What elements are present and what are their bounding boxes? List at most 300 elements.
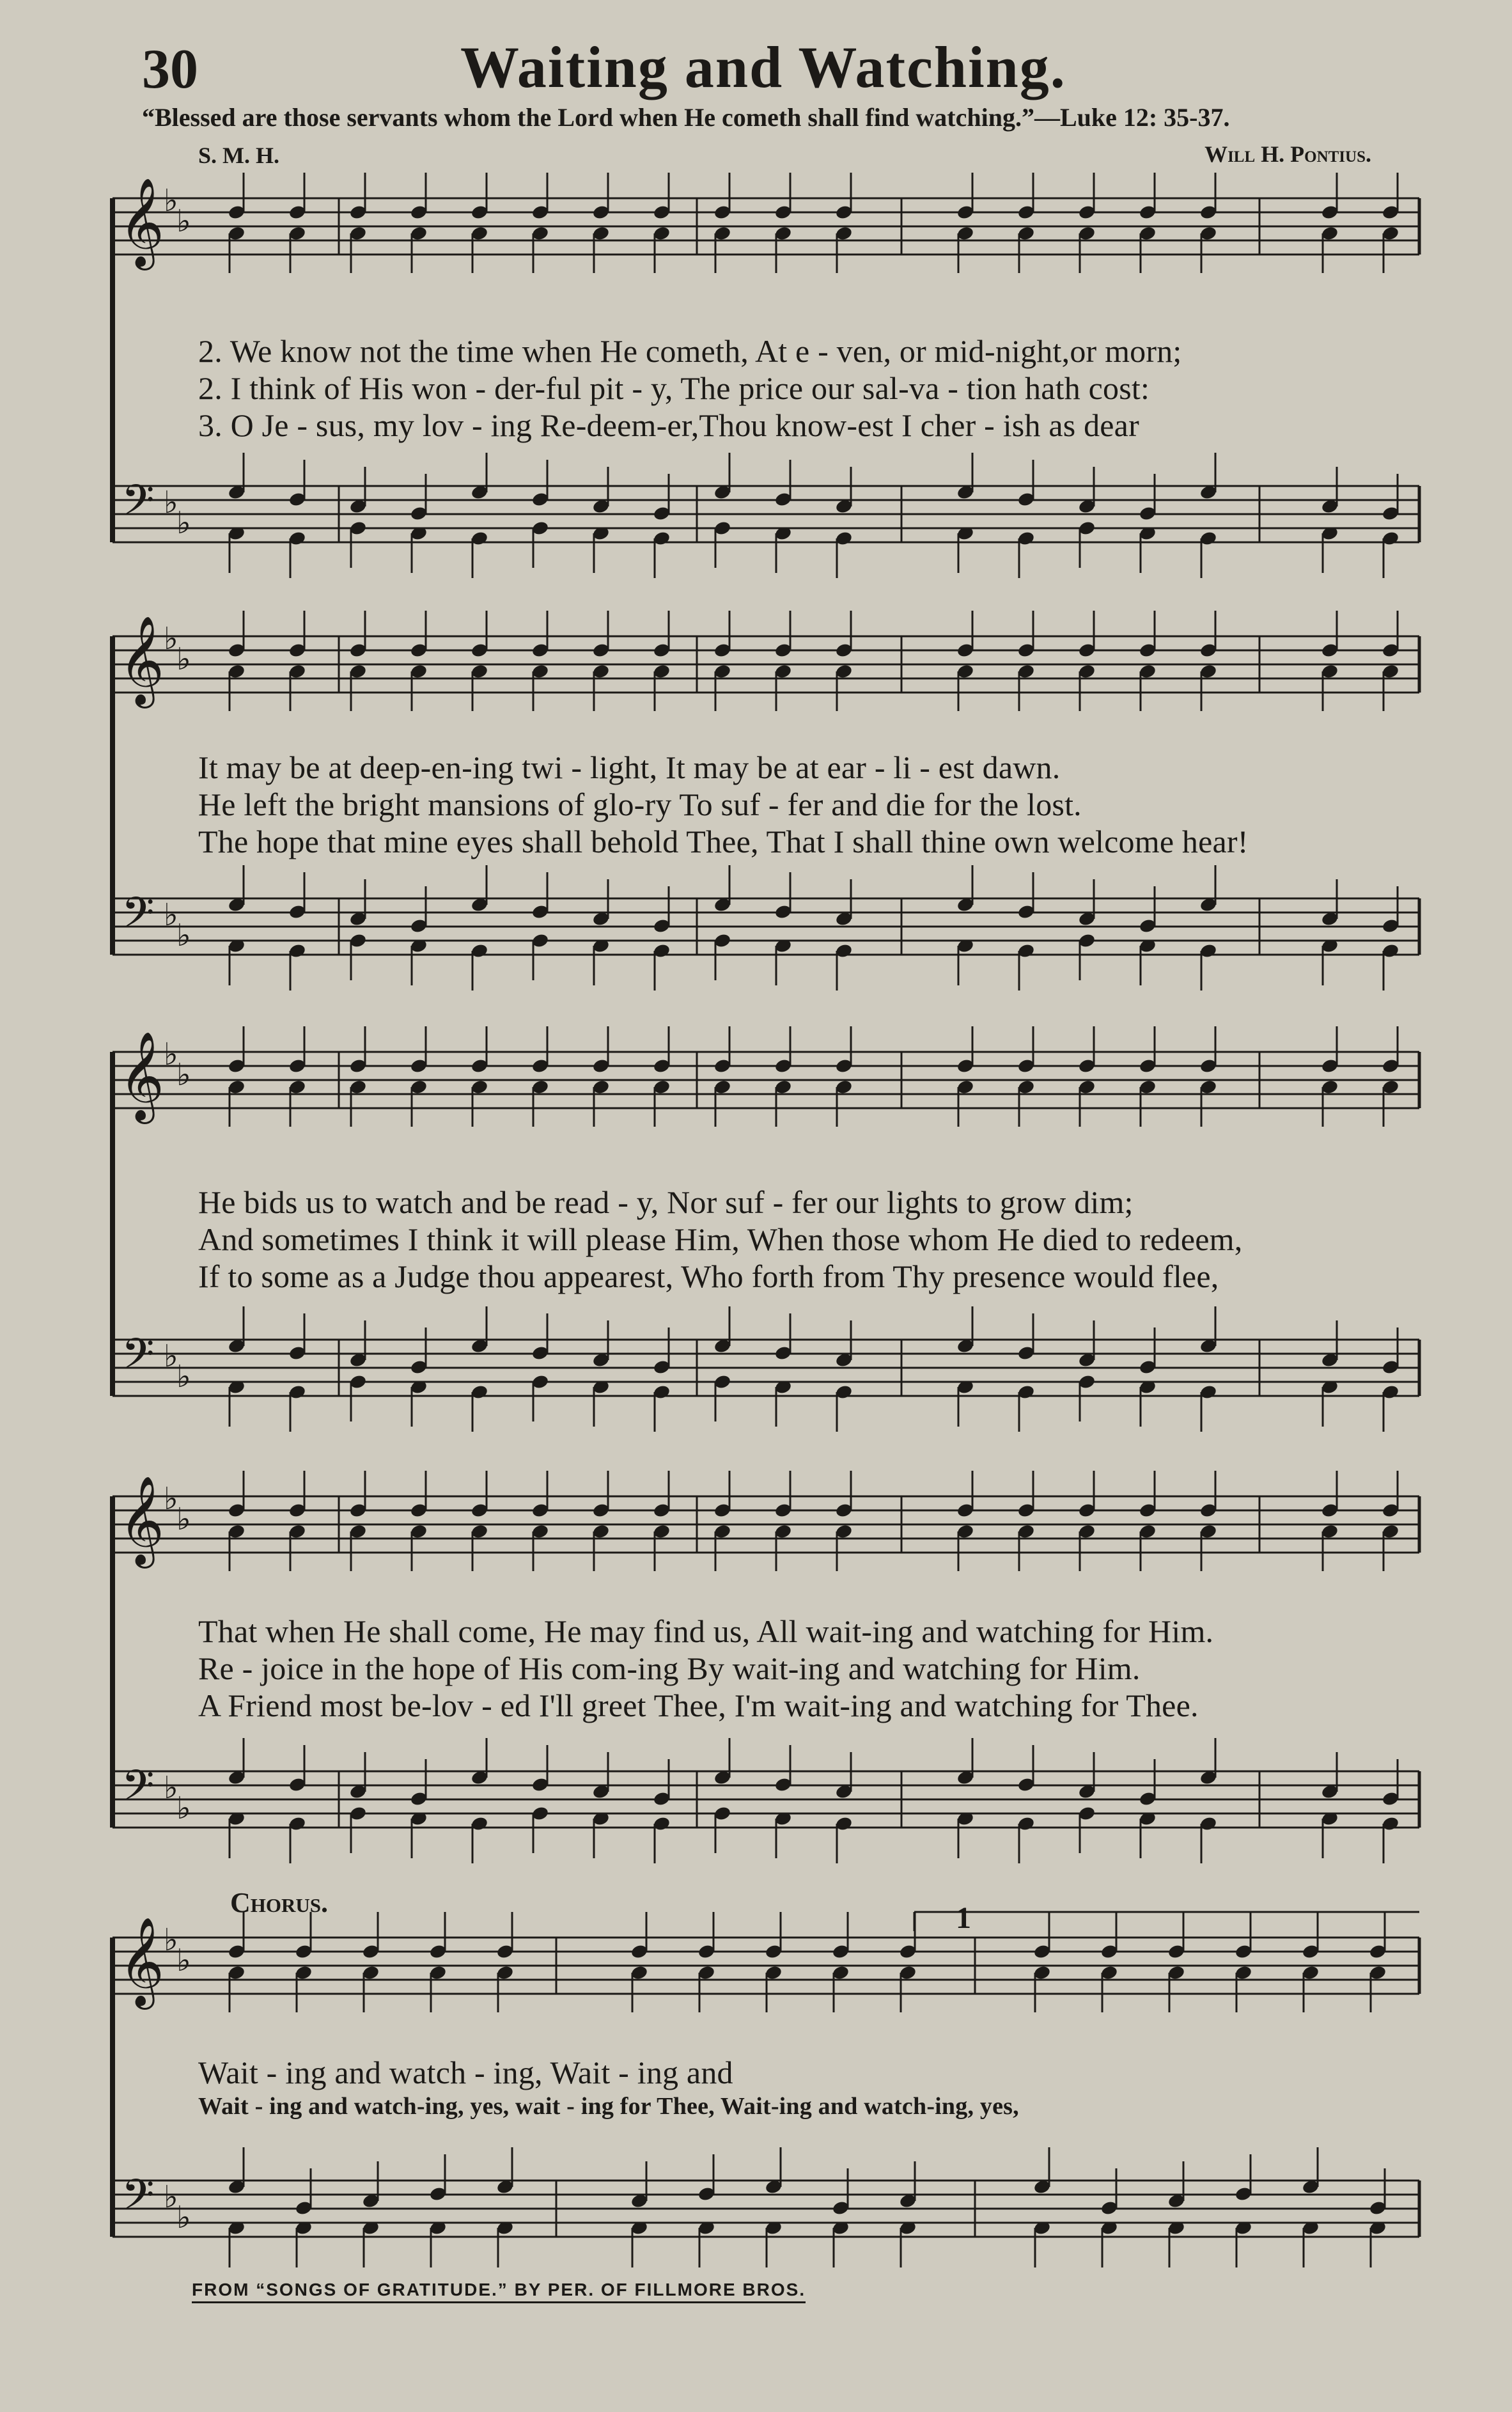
note-head: [1078, 1752, 1096, 1800]
note-head: [1078, 1374, 1096, 1421]
note-head: [1139, 525, 1157, 573]
hymn-number: 30: [142, 38, 198, 100]
note-head: [531, 1523, 550, 1571]
note-head: [1078, 520, 1096, 568]
note-head: [496, 1912, 515, 1960]
note-head: [531, 872, 550, 920]
treble-clef: 𝄞: [119, 1031, 164, 1120]
bass-clef: 𝄢: [121, 1761, 155, 1821]
note-head: [1139, 173, 1157, 221]
flat-sign: ♭: [176, 505, 191, 541]
note-head: [774, 1745, 793, 1793]
note-head: [1369, 2220, 1387, 2267]
note-head: [956, 1471, 975, 1519]
note-head: [653, 1026, 671, 1074]
note-head: [228, 1379, 246, 1427]
lyric-verse-line: It may be at deep-en-ing twi - light, It may be at ear - li - est dawn.: [198, 749, 1061, 785]
note-head: [835, 1523, 853, 1571]
note-head: [1199, 530, 1218, 578]
note-head: [713, 1805, 732, 1853]
note-head: [956, 1026, 975, 1074]
note-head: [1078, 611, 1096, 659]
lyric-verse-line: He left the bright mansions of glo-ry To suf - fer and die for the lost.: [198, 787, 1082, 822]
bass-clef: 𝄢: [121, 1329, 155, 1389]
note-head: [228, 453, 246, 501]
note-head: [531, 1374, 550, 1421]
note-head: [956, 865, 975, 913]
note-head: [653, 1523, 671, 1571]
treble-clef: 𝄞: [119, 178, 164, 267]
note-head: [1017, 1313, 1036, 1361]
note-head: [429, 2220, 448, 2267]
note-head: [592, 1523, 611, 1571]
note-head: [765, 1912, 783, 1960]
note-head: [1382, 1384, 1400, 1432]
note-head: [592, 225, 611, 273]
note-head: [1321, 1471, 1339, 1519]
note-head: [288, 663, 307, 711]
note-head: [288, 1815, 307, 1863]
note-head: [1321, 1810, 1339, 1858]
note-head: [956, 663, 975, 711]
note-head: [1382, 1026, 1400, 1074]
lyric-verse-line: A Friend most be-lov - ed I'll greet Thee, I'm wait-ing and watching for Thee.: [198, 1688, 1199, 1723]
flat-sign: ♭: [176, 1943, 191, 1978]
note-head: [349, 1374, 368, 1421]
note-head: [1017, 1523, 1036, 1571]
note-head: [1369, 1964, 1387, 2012]
note-head: [362, 2161, 380, 2209]
note-head: [1382, 663, 1400, 711]
note-head: [698, 2220, 716, 2267]
note-head: [1017, 1079, 1036, 1127]
note-head: [835, 467, 853, 515]
note-head: [835, 1320, 853, 1368]
note-head: [228, 1306, 246, 1354]
note-head: [592, 467, 611, 515]
note-head: [1017, 173, 1036, 221]
note-head: [774, 611, 793, 659]
note-head: [1017, 611, 1036, 659]
note-head: [835, 1384, 853, 1432]
note-head: [1199, 1815, 1218, 1863]
note-head: [531, 520, 550, 568]
note-head: [1199, 943, 1218, 991]
note-head: [471, 943, 489, 991]
note-head: [1302, 1912, 1320, 1960]
note-head: [1382, 225, 1400, 273]
note-head: [1382, 1759, 1400, 1807]
note-head: [832, 2220, 850, 2267]
note-head: [228, 2220, 246, 2267]
note-head: [228, 1810, 246, 1858]
note-head: [713, 173, 732, 221]
scripture-epigraph: “Blessed are those servants whom the Lord when He cometh shall find watching.”—Luke 12: 35-37.: [142, 103, 1230, 132]
note-head: [592, 1079, 611, 1127]
note-head: [1199, 1738, 1218, 1786]
note-head: [1369, 2168, 1387, 2216]
note-head: [288, 1384, 307, 1432]
note-head: [349, 1752, 368, 1800]
note-head: [774, 225, 793, 273]
note-head: [1382, 530, 1400, 578]
note-head: [410, 1379, 428, 1427]
note-head: [1033, 2220, 1052, 2267]
note-head: [713, 932, 732, 980]
note-head: [774, 460, 793, 508]
note-head: [835, 1471, 853, 1519]
note-head: [471, 530, 489, 578]
note-head: [653, 173, 671, 221]
note-head: [592, 1026, 611, 1074]
lyric-verse-line: That when He shall come, He may find us, All wait-ing and watching for Him.: [198, 1613, 1214, 1649]
lyric-verse-line: Re - joice in the hope of His com-ing By wait-ing and watching for Him.: [198, 1650, 1141, 1686]
note-head: [1100, 1964, 1119, 2012]
note-head: [1167, 2161, 1186, 2209]
lyric-verse-line: If to some as a Judge thou appearest, Who forth from Thy presence would flee,: [198, 1258, 1219, 1294]
note-head: [1321, 663, 1339, 711]
note-head: [698, 1912, 716, 1960]
note-head: [362, 1964, 380, 2012]
note-head: [471, 1815, 489, 1863]
note-head: [228, 1738, 246, 1786]
lyric-verse-line: And sometimes I think it will please Him, When those whom He died to redeem,: [198, 1221, 1243, 1257]
note-head: [653, 1759, 671, 1807]
note-head: [956, 937, 975, 985]
note-head: [835, 663, 853, 711]
chorus-label: Chorus.: [230, 1887, 329, 1918]
note-head: [713, 1738, 732, 1786]
note-head: [1139, 1759, 1157, 1807]
note-head: [835, 225, 853, 273]
note-head: [288, 173, 307, 221]
note-head: [774, 663, 793, 711]
note-head: [410, 525, 428, 573]
note-head: [1382, 1327, 1400, 1375]
note-head: [956, 173, 975, 221]
treble-staff: [113, 1052, 1419, 1108]
note-head: [835, 173, 853, 221]
note-head: [410, 1327, 428, 1375]
note-head: [899, 2220, 917, 2267]
bass-staff: [113, 1771, 1419, 1828]
note-head: [653, 1327, 671, 1375]
flat-sign: ♭: [176, 1057, 191, 1093]
note-head: [531, 932, 550, 980]
flat-sign: ♭: [176, 2200, 191, 2236]
bass-clef: 𝄢: [121, 476, 155, 535]
note-head: [1033, 2147, 1052, 2195]
note-head: [362, 2220, 380, 2267]
note-head: [228, 611, 246, 659]
music-system-3: [109, 1033, 1426, 1442]
note-head: [1382, 474, 1400, 522]
note-head: [1017, 225, 1036, 273]
note-head: [653, 886, 671, 934]
note-head: [1078, 1523, 1096, 1571]
note-head: [1199, 1306, 1218, 1354]
note-head: [228, 2147, 246, 2195]
note-head: [653, 474, 671, 522]
note-head: [471, 865, 489, 913]
note-head: [1321, 225, 1339, 273]
note-head: [956, 1810, 975, 1858]
flat-sign: ♭: [164, 621, 178, 657]
note-head: [1139, 225, 1157, 273]
note-head: [1199, 1523, 1218, 1571]
note-head: [531, 460, 550, 508]
note-head: [288, 1026, 307, 1074]
note-head: [630, 2220, 649, 2267]
note-head: [1167, 2220, 1186, 2267]
note-head: [1321, 1379, 1339, 1427]
note-head: [1199, 663, 1218, 711]
note-head: [1078, 1471, 1096, 1519]
note-head: [592, 1752, 611, 1800]
note-head: [531, 611, 550, 659]
note-head: [288, 1745, 307, 1793]
note-head: [956, 1379, 975, 1427]
note-head: [471, 1026, 489, 1074]
note-head: [713, 865, 732, 913]
note-head: [1017, 460, 1036, 508]
note-head: [349, 1079, 368, 1127]
music-system-chorus: [109, 1886, 1426, 2270]
note-head: [1382, 1523, 1400, 1571]
note-head: [835, 1752, 853, 1800]
note-head: [531, 1026, 550, 1074]
note-head: [774, 1313, 793, 1361]
note-head: [349, 225, 368, 273]
note-head: [653, 663, 671, 711]
note-head: [1017, 1471, 1036, 1519]
note-head: [630, 2161, 649, 2209]
note-head: [228, 1964, 246, 2012]
note-head: [1017, 943, 1036, 991]
treble-staff: [113, 198, 1419, 255]
note-head: [228, 525, 246, 573]
note-head: [1321, 173, 1339, 221]
note-head: [956, 1079, 975, 1127]
note-head: [1078, 467, 1096, 515]
flat-sign: ♭: [176, 918, 191, 953]
note-head: [531, 663, 550, 711]
note-head: [496, 2220, 515, 2267]
note-head: [288, 872, 307, 920]
note-head: [592, 1471, 611, 1519]
note-head: [228, 663, 246, 711]
note-head: [228, 865, 246, 913]
note-head: [228, 1912, 246, 1960]
note-head: [774, 872, 793, 920]
volta-number: 1: [956, 1901, 971, 1935]
note-head: [410, 1471, 428, 1519]
music-system-2: [109, 617, 1426, 1001]
flat-sign: ♭: [164, 1922, 178, 1958]
note-head: [410, 1759, 428, 1807]
note-head: [835, 530, 853, 578]
note-head: [349, 611, 368, 659]
note-head: [698, 1964, 716, 2012]
note-head: [1017, 1384, 1036, 1432]
treble-clef: 𝄞: [119, 1917, 164, 2006]
note-head: [630, 1964, 649, 2012]
note-head: [1078, 1026, 1096, 1074]
first-ending-bracket: [914, 1901, 1419, 1935]
flat-sign: ♭: [176, 1359, 191, 1395]
flat-sign: ♭: [164, 485, 178, 521]
note-head: [1139, 611, 1157, 659]
note-head: [713, 1471, 732, 1519]
note-head: [835, 611, 853, 659]
note-head: [349, 1523, 368, 1571]
note-head: [1078, 663, 1096, 711]
flat-sign: ♭: [164, 1481, 178, 1517]
note-head: [349, 173, 368, 221]
note-head: [1017, 1815, 1036, 1863]
note-head: [1033, 1964, 1052, 2012]
note-head: [832, 1912, 850, 1960]
note-head: [410, 173, 428, 221]
lyric-verse-line: He bids us to watch and be read - y, Nor suf - fer our lights to grow dim;: [198, 1184, 1134, 1220]
note-head: [496, 2147, 515, 2195]
flat-sign: ♭: [176, 1790, 191, 1826]
note-head: [531, 1313, 550, 1361]
note-head: [288, 1471, 307, 1519]
note-head: [774, 1471, 793, 1519]
note-head: [774, 1026, 793, 1074]
note-head: [713, 520, 732, 568]
note-head: [531, 1805, 550, 1853]
note-head: [1382, 1815, 1400, 1863]
note-head: [349, 1026, 368, 1074]
note-head: [1382, 1079, 1400, 1127]
note-head: [349, 520, 368, 568]
note-head: [592, 937, 611, 985]
note-head: [1382, 943, 1400, 991]
note-head: [471, 1471, 489, 1519]
note-head: [1199, 611, 1218, 659]
note-head: [1321, 611, 1339, 659]
music-system-4: [109, 1477, 1426, 1861]
note-head: [1139, 886, 1157, 934]
flat-sign: ♭: [164, 1770, 178, 1806]
note-head: [832, 2168, 850, 2216]
note-head: [429, 1964, 448, 2012]
note-head: [471, 611, 489, 659]
note-head: [765, 2147, 783, 2195]
words-credit: S. M. H.: [198, 143, 280, 168]
note-head: [1139, 663, 1157, 711]
note-head: [471, 225, 489, 273]
note-head: [471, 1079, 489, 1127]
note-head: [713, 611, 732, 659]
note-head: [349, 1320, 368, 1368]
note-head: [1078, 225, 1096, 273]
note-head: [1017, 663, 1036, 711]
note-head: [531, 225, 550, 273]
note-head: [1199, 1471, 1218, 1519]
note-head: [653, 1471, 671, 1519]
note-head: [774, 1079, 793, 1127]
note-head: [1302, 1964, 1320, 2012]
lyric-verse-line: 2. We know not the time when He cometh, At e - ven, or mid-night,or morn;: [198, 333, 1182, 369]
note-head: [835, 1026, 853, 1074]
note-head: [362, 1912, 380, 1960]
note-head: [1078, 1079, 1096, 1127]
lyric-chorus-alto-line: Wait - ing and watch-ing, yes, wait - ing for Thee, Wait-ing and watch-ing, yes,: [198, 2093, 1019, 2120]
note-head: [1139, 1379, 1157, 1427]
note-head: [713, 1026, 732, 1074]
flat-sign: ♭: [176, 641, 191, 677]
note-head: [835, 879, 853, 927]
note-head: [1139, 1523, 1157, 1571]
note-head: [349, 879, 368, 927]
music-credit: Will H. Pontius.: [1204, 141, 1371, 167]
note-head: [1199, 1384, 1218, 1432]
lyric-chorus-line: Wait - ing and watch - ing, Wait - ing and: [198, 2055, 733, 2090]
note-head: [471, 1523, 489, 1571]
note-head: [471, 1738, 489, 1786]
note-head: [228, 225, 246, 273]
note-head: [956, 525, 975, 573]
note-head: [288, 943, 307, 991]
note-head: [1167, 1912, 1186, 1960]
note-head: [698, 2154, 716, 2202]
note-head: [349, 932, 368, 980]
treble-clef: 𝄞: [119, 1476, 164, 1565]
note-head: [1382, 1471, 1400, 1519]
note-head: [956, 611, 975, 659]
note-head: [1235, 1912, 1253, 1960]
note-head: [1199, 225, 1218, 273]
note-head: [774, 173, 793, 221]
note-head: [653, 943, 671, 991]
note-head: [592, 1810, 611, 1858]
bass-clef: 𝄢: [121, 888, 155, 948]
note-head: [1167, 1964, 1186, 2012]
note-head: [774, 1379, 793, 1427]
note-head: [228, 937, 246, 985]
note-head: [531, 1079, 550, 1127]
note-head: [1139, 1327, 1157, 1375]
treble-staff: [113, 1496, 1419, 1553]
note-head: [471, 663, 489, 711]
note-head: [1199, 1079, 1218, 1127]
note-head: [295, 1912, 313, 1960]
note-head: [429, 1912, 448, 1960]
note-head: [1033, 1912, 1052, 1960]
note-head: [471, 1384, 489, 1432]
note-head: [410, 611, 428, 659]
flat-sign: ♭: [164, 2179, 178, 2215]
note-head: [835, 1815, 853, 1863]
note-head: [288, 1313, 307, 1361]
bass-staff: [113, 898, 1419, 955]
note-head: [429, 2154, 448, 2202]
note-head: [1139, 1079, 1157, 1127]
note-head: [956, 1738, 975, 1786]
note-head: [531, 1471, 550, 1519]
note-head: [496, 1964, 515, 2012]
flat-sign: ♭: [164, 897, 178, 933]
note-head: [1017, 1745, 1036, 1793]
note-head: [713, 453, 732, 501]
note-head: [1369, 1912, 1387, 1960]
note-head: [592, 1379, 611, 1427]
note-head: [1321, 1752, 1339, 1800]
note-head: [410, 225, 428, 273]
